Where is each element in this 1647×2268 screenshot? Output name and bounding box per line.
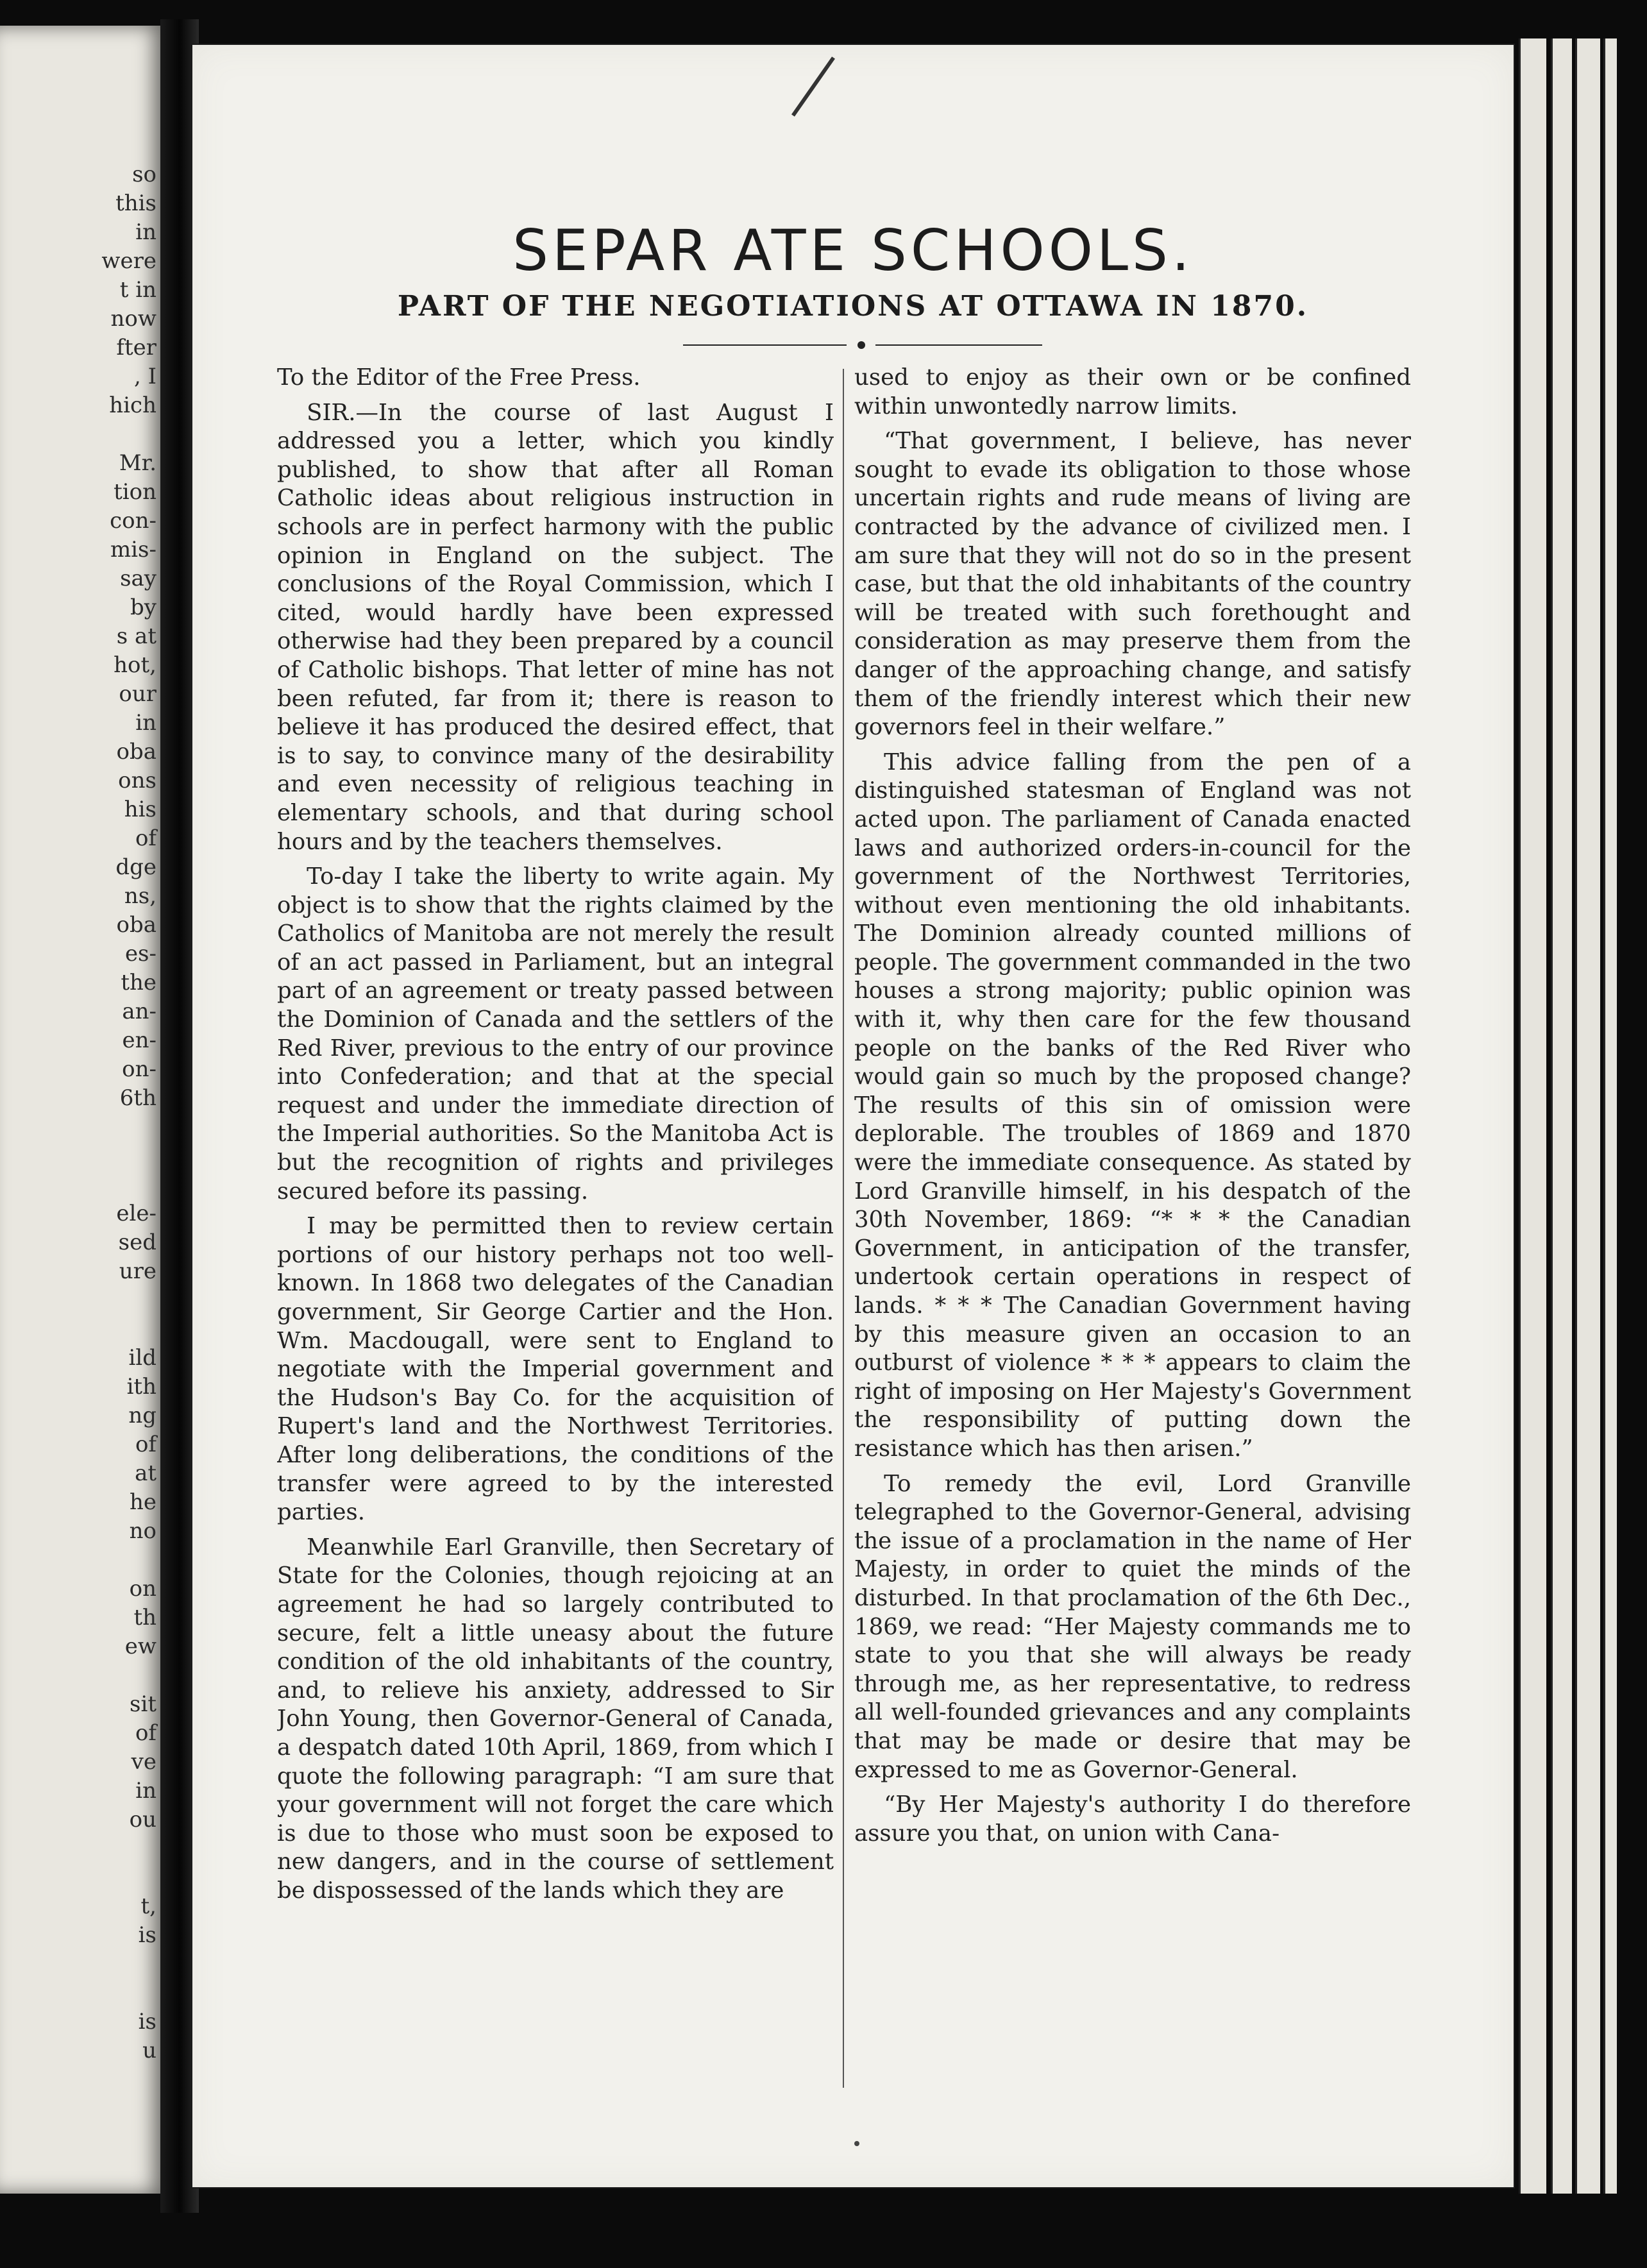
left-page-fragment: 6th	[119, 1085, 156, 1111]
left-page-fragment: ild	[128, 1345, 156, 1371]
left-page-fragment: his	[124, 797, 156, 822]
page-edge	[1551, 38, 1572, 2194]
left-page-fragment: he	[129, 1489, 156, 1515]
left-page-fragment: oba	[116, 739, 156, 765]
left-page-fragment: t in	[119, 277, 156, 303]
left-page-fragment: in	[135, 219, 156, 245]
adjacent-page	[0, 26, 165, 2194]
left-page-fragment: ng	[128, 1403, 156, 1428]
left-page-fragment: ure	[119, 1258, 156, 1284]
left-page-fragment: were	[101, 248, 156, 274]
left-page-fragment: say	[120, 566, 156, 591]
left-page-fragment: of	[135, 1432, 156, 1457]
paragraph: This advice falling from the pen of a distinguished statesman of England was not acted upon. The parliament of Canada enacted laws and authorized orders-in-council for the government of the Northwest Territories, without even mentioning the old inhabitants. The Dominion already counted millions of people. The government commanded in the two houses a strong majority; public opinion was with it, why then care for the few thousand people on the banks of the Red River who would gain so much by the proposed change? The results of this sin of omission were deplorable. The troubles of 1869 and 1870 were the immediate consequence. As stated by Lord Granville himself, in his despatch of the 30th November, 1869: “* * * the Canadian Government, in anticipation of the transfer, undertook certain operations in respect of lands. * * * The Canadian Government having by this measure given an occasion to an outburst of violence * * * appears to claim the right of imposing on Her Majesty's Government the responsibility of putting down the resistance which has then arisen.”	[854, 749, 1411, 1462]
ornament-divider	[683, 341, 1042, 349]
article-title: SEPAR ATE SCHOOLS.	[512, 217, 1194, 284]
left-page-fragment: hich	[109, 393, 156, 418]
left-page-fragment: con-	[110, 508, 156, 534]
document-page	[192, 45, 1514, 2187]
left-page-fragment: our	[119, 681, 156, 707]
left-page-fragment: ele-	[116, 1201, 156, 1226]
left-page-fragment: oba	[116, 912, 156, 938]
paragraph: To remedy the evil, Lord Granville telegraphed to the Governor-General, advising the issue of a proclamation in the name of Her Majesty, in order to quiet the minds of the disturbed. In that proclamation of the 6th Dec., 1869, we read: “Her Majesty commands me to state to you that she will always be ready through me, as her representative, to redress all well-founded grievances and any complaints that may be made or desire that may be expressed to me as Governor-General.	[854, 1470, 1411, 1783]
left-page-fragment: ons	[118, 768, 156, 793]
article-subtitle: PART OF THE NEGOTIATIONS AT OTTAWA IN 1870.	[397, 290, 1309, 323]
paragraph: I may be permitted then to review certain portions of our history perhaps not too well-known. In 1868 two delegates of the Canadian government, Sir George Cartier and the Hon. Wm. Macdougall, were sent to England to negotiate with the Imperial government and the Hudson's Bay Co. for the acquisition of Rupert's land and the Northwest Territories. After long deliberations, the conditions of the transfer were agreed to by the interested parties.	[277, 1213, 834, 1526]
left-page-fragment: on-	[122, 1056, 156, 1082]
left-page-fragment: of	[135, 1720, 156, 1746]
paragraph: “That government, I believe, has never sought to evade its obligation to those whose uncertain rights and rude means of living are contracted by the advance of civilized men. I am sure that they will not do so in the present case, but that the old inhabitants of the country will be treated with such forethought and consideration as may preserve them from the danger of the approaching change, and satisfy them of the friendly interest which their new governors feel in their welfare.”	[854, 428, 1411, 741]
left-page-fragment: es-	[124, 941, 156, 967]
salutation: To the Editor of the Free Press.	[277, 364, 641, 391]
paragraph: Meanwhile Earl Granville, then Secretary of State for the Colonies, though rejoicing at an agreement he had so largely contributed to secure, felt a little uneasy about the future condition of the old inhabitants of the country, and, to relieve his anxiety, addressed to Sir John Young, then Governor-General of Canada, a despatch dated 10th April, 1869, from which I quote the following paragraph: “I am sure that your government will not forget the care which is due to those who must soon be exposed to new dangers, and in the course of settlement be dispossessed of the lands which they are	[277, 1534, 834, 1904]
left-page-fragment: sed	[118, 1230, 156, 1255]
left-page-fragment: hot,	[114, 652, 156, 678]
left-page-fragment: this	[115, 190, 156, 216]
left-page-fragment: now	[110, 306, 156, 332]
left-page-fragment: fter	[116, 335, 156, 360]
left-page-fragment: ns,	[124, 883, 156, 909]
left-page-fragment: sit	[130, 1691, 156, 1717]
left-page-fragment: en-	[122, 1028, 156, 1053]
left-page-fragment: no	[129, 1518, 156, 1544]
page-edge	[1603, 38, 1617, 2194]
paragraph: SIR.—In the course of last August I addressed you a letter, which you kindly published, to show that after all Roman Catholic ideas about religious instruction in schools are in perfect harmony with the public opinion in England on the subject. The conclusions of the Royal Commission, which I cited, would hardly have been expressed otherwise had they been prepared by a council of Catholic bishops. That letter of mine has not been refuted, far from it; there is reason to believe it has produced the desired effect, that is to say, to convince many of the desirability and even necessity of religious teaching in elementary schools, and that during school hours and by the teachers themselves.	[277, 399, 834, 855]
page-edge	[1575, 38, 1600, 2194]
column-rule	[843, 369, 844, 2088]
left-page-fragment: of	[135, 825, 156, 851]
left-page-fragment: is	[138, 2009, 156, 2035]
left-page-fragment: at	[135, 1460, 156, 1486]
paragraph: used to enjoy as their own or be confined within unwontedly narrow limits.	[854, 364, 1411, 419]
left-page-fragment: s at	[116, 623, 156, 649]
left-page-fragment: the	[121, 970, 156, 995]
left-page-fragment: mis-	[110, 537, 156, 563]
text-column-1	[277, 364, 834, 2095]
left-page-fragment: u	[142, 2038, 156, 2063]
left-page-fragment: tion	[114, 479, 156, 505]
left-page-fragment: so	[132, 162, 156, 187]
left-page-fragment: an-	[122, 999, 156, 1024]
left-page-fragment: dge	[115, 854, 156, 880]
left-page-fragment: ew	[124, 1634, 156, 1659]
left-page-fragment: in	[135, 1778, 156, 1804]
left-page-fragment: Mr.	[119, 450, 156, 476]
left-page-fragment: , I	[133, 364, 156, 389]
paragraph: To-day I take the liberty to write again. My object is to show that the rights claimed by the Catholics of Manitoba are not merely the result of an act passed in Parliament, but an integral part of an agreement or treaty passed between the Dominion of Canada and the settlers of the Red River, previous to the entry of our province into Confederation; and that at the special request and under the immediate direction of the Imperial authorities. So the Manitoba Act is but the recognition of rights and privileges secured before its passing.	[277, 863, 834, 1205]
left-page-fragment: in	[135, 710, 156, 736]
pencil-mark	[791, 56, 835, 117]
left-page-fragment: on	[129, 1576, 156, 1602]
left-page-fragment: ou	[129, 1807, 156, 1832]
left-page-fragment: t,	[140, 1893, 156, 1919]
left-page-fragment: ve	[131, 1749, 156, 1775]
left-page-fragment: is	[138, 1922, 156, 1948]
left-page-fragment: th	[133, 1605, 156, 1630]
ink-speck	[854, 2141, 859, 2146]
page-edge	[1519, 38, 1546, 2194]
left-page-fragment: by	[130, 595, 156, 620]
left-page-fragment: ith	[126, 1374, 156, 1400]
text-column-2	[854, 364, 1411, 2095]
paragraph: “By Her Majesty's authority I do therefore assure you that, on union with Cana-	[854, 1791, 1411, 1847]
